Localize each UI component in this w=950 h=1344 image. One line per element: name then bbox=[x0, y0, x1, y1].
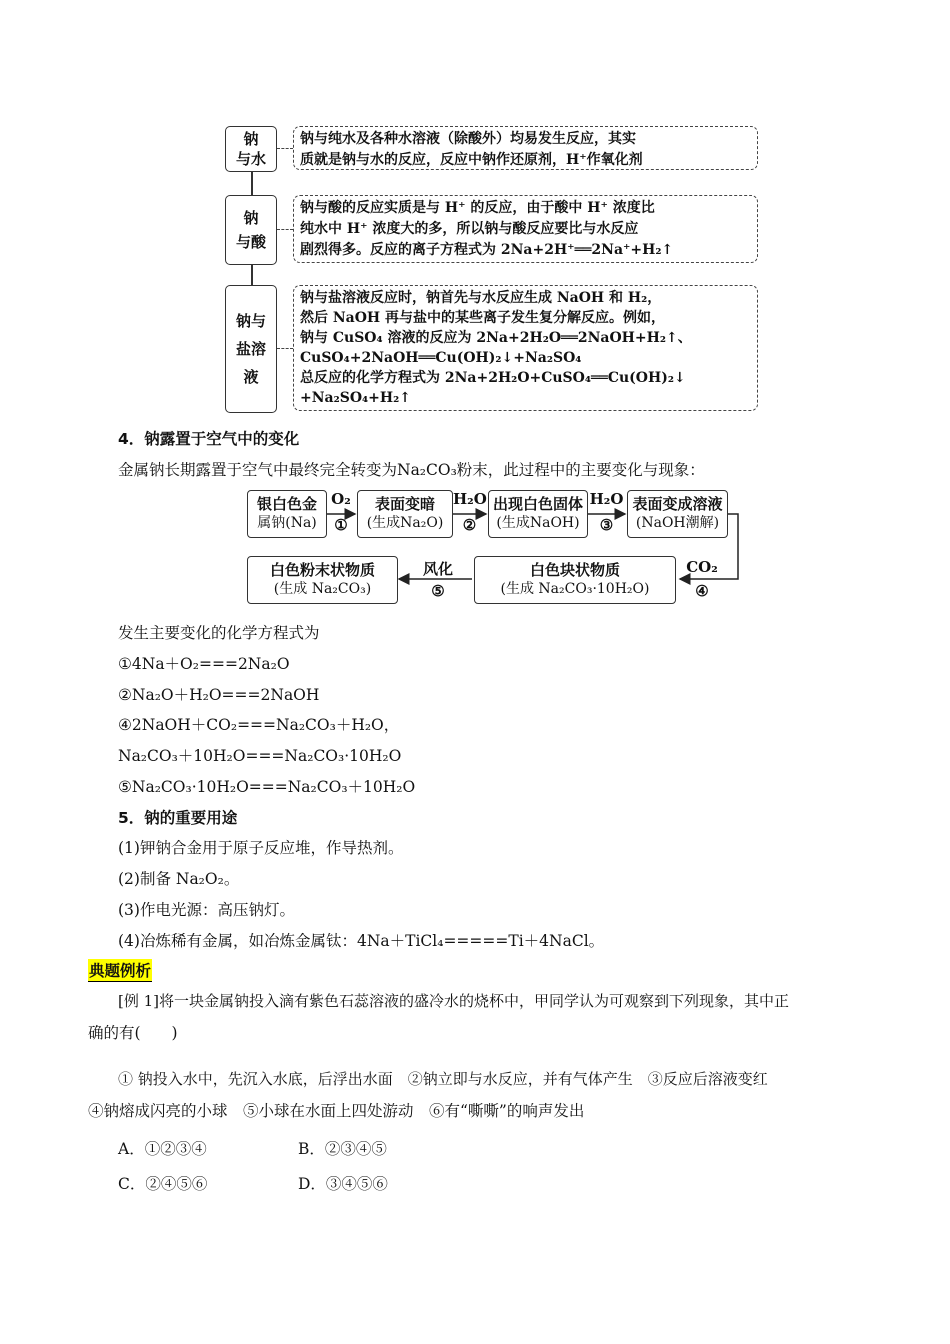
flow-box-line1: 表面变暗 bbox=[374, 495, 435, 513]
option-b[interactable]: B．②③④⑤ bbox=[298, 1140, 387, 1158]
use-item: (4)冶炼稀有金属，如冶炼金属钛：4Na＋TiCl₄=====Ti＋4NaCl。 bbox=[118, 932, 605, 950]
arrow-label-bottom: ① bbox=[334, 516, 348, 534]
statement-line: ① 钠投入水中，先沉入水底，后浮出水面 ②钠立即与水反应，并有气体产生 ③反应后溶液变红 bbox=[118, 1070, 768, 1088]
flow-box-line2: (生成 Na₂CO₃) bbox=[273, 581, 372, 597]
flow-box-sodium bbox=[247, 490, 327, 538]
label-text: 钠 与酸 bbox=[235, 209, 266, 251]
desc-line: 钠与 CuSO₄ 溶液的反应为 2Na+2H₂O══2NaOH+H₂↑、 bbox=[300, 330, 692, 346]
flow-box-line1: 白色粉末状物质 bbox=[269, 561, 375, 579]
flow-box-white-solid bbox=[488, 490, 588, 538]
flow-box-line1: 白色块状物质 bbox=[529, 561, 620, 579]
use-item: (1)钾钠合金用于原子反应堆，作导热剂。 bbox=[118, 839, 404, 857]
flow-box-solution bbox=[627, 490, 728, 538]
question-text: 确的有( ) bbox=[88, 1024, 178, 1042]
section-4-intro: 金属钠长期露置于空气中最终完全转变为Na₂CO₃粉末，此过程中的主要变化与现象： bbox=[118, 461, 705, 479]
flow-box-line2: (生成NaOH) bbox=[496, 515, 580, 531]
option-a[interactable]: A．①②③④ bbox=[118, 1140, 207, 1158]
flow-box-white-lump bbox=[474, 556, 676, 604]
desc-line: CuSO₄+2NaOH══Cu(OH)₂↓+Na₂SO₄ bbox=[300, 350, 582, 366]
arrow-label-top: H₂O bbox=[453, 490, 487, 508]
flow-box-line2: 属钠(Na) bbox=[257, 515, 317, 531]
desc-line: 钠与酸的反应实质是与 H⁺ 的反应，由于酸中 H⁺ 浓度比 bbox=[300, 200, 655, 216]
flow-box-line1: 出现白色固体 bbox=[492, 495, 583, 513]
label-text: 钠 与水 bbox=[235, 130, 266, 168]
flow-box-darken bbox=[357, 490, 453, 538]
desc-line: 纯水中 H⁺ 浓度大的多，所以钠与酸反应要比与水反应 bbox=[300, 221, 639, 237]
arrow-label-top: 风化 bbox=[422, 560, 453, 578]
arrow-label-bottom: ② bbox=[462, 516, 477, 534]
arrow-label-top: H₂O bbox=[589, 490, 624, 508]
desc-line: 钠与纯水及各种水溶液（除酸外）均易发生反应，其实 bbox=[300, 131, 636, 147]
equation-line: ⑤Na₂CO₃·10H₂O===Na₂CO₃＋10H₂O bbox=[118, 778, 416, 796]
desc-line: 质就是钠与水的反应，反应中钠作还原剂，H⁺作氧化剂 bbox=[300, 152, 643, 168]
desc-line: 总反应的化学方程式为 2Na+2H₂O+CuSO₄══Cu(OH)₂↓ bbox=[300, 370, 686, 386]
flow-box-line2: (生成 Na₂CO₃·10H₂O) bbox=[500, 581, 650, 597]
label-text: 钠与 盐溶 液 bbox=[235, 312, 266, 386]
equation-line: ①4Na＋O₂===2Na₂O bbox=[118, 655, 290, 673]
equation-line: ②Na₂O＋H₂O===2NaOH bbox=[118, 686, 320, 704]
desc-line: +Na₂SO₄+H₂↑ bbox=[300, 390, 411, 406]
equation-line: ④2NaOH＋CO₂===Na₂CO₃＋H₂O， bbox=[118, 716, 400, 734]
desc-line: 然后 NaOH 再与盐中的某些离子发生复分解反应。例如， bbox=[300, 310, 666, 326]
example-tag: 典题例析 bbox=[88, 959, 152, 982]
arrow-label-bottom: ⑤ bbox=[431, 582, 445, 600]
desc-line: 剧烈得多。反应的离子方程式为 2Na+2H⁺══2Na⁺+H₂↑ bbox=[300, 242, 674, 258]
equations-intro: 发生主要变化的化学方程式为 bbox=[118, 624, 320, 642]
flow-box-line2: (生成Na₂O) bbox=[366, 515, 444, 531]
section-5-heading: 5．钠的重要用途 bbox=[118, 809, 238, 827]
option-d[interactable]: D．③④⑤⑥ bbox=[298, 1175, 388, 1193]
arrow-label-top: O₂ bbox=[331, 490, 351, 508]
flow-box-line1: 银白色金 bbox=[256, 495, 317, 513]
statement-line: ④钠熔成闪亮的小球 ⑤小球在水面上四处游动 ⑥有“嘶嘶”的响声发出 bbox=[88, 1102, 585, 1120]
flow-box-line1: 表面变成溶液 bbox=[632, 495, 723, 513]
flow-box-white-powder bbox=[247, 556, 398, 604]
flow-box-line2: (NaOH潮解) bbox=[635, 515, 720, 531]
arrow-label-bottom: ④ bbox=[695, 582, 709, 600]
use-item: (3)作电光源：高压钠灯。 bbox=[118, 901, 295, 919]
equation-line: Na₂CO₃＋10H₂O===Na₂CO₃·10H₂O bbox=[118, 747, 402, 765]
option-c[interactable]: C．②④⑤⑥ bbox=[118, 1175, 208, 1193]
arrow-label-bottom: ③ bbox=[599, 516, 614, 534]
section-4-heading: 4．钠露置于空气中的变化 bbox=[118, 430, 300, 448]
desc-line: 钠与盐溶液反应时，钠首先与水反应生成 NaOH 和 H₂， bbox=[300, 290, 662, 306]
question-text: [例 1]将一块金属钠投入滴有紫色石蕊溶液的盛冷水的烧杯中，甲同学认为可观察到下列现象，其中正 bbox=[118, 992, 790, 1010]
arrow-label-top: CO₂ bbox=[686, 558, 718, 576]
use-item: (2)制备 Na₂O₂。 bbox=[118, 870, 240, 888]
